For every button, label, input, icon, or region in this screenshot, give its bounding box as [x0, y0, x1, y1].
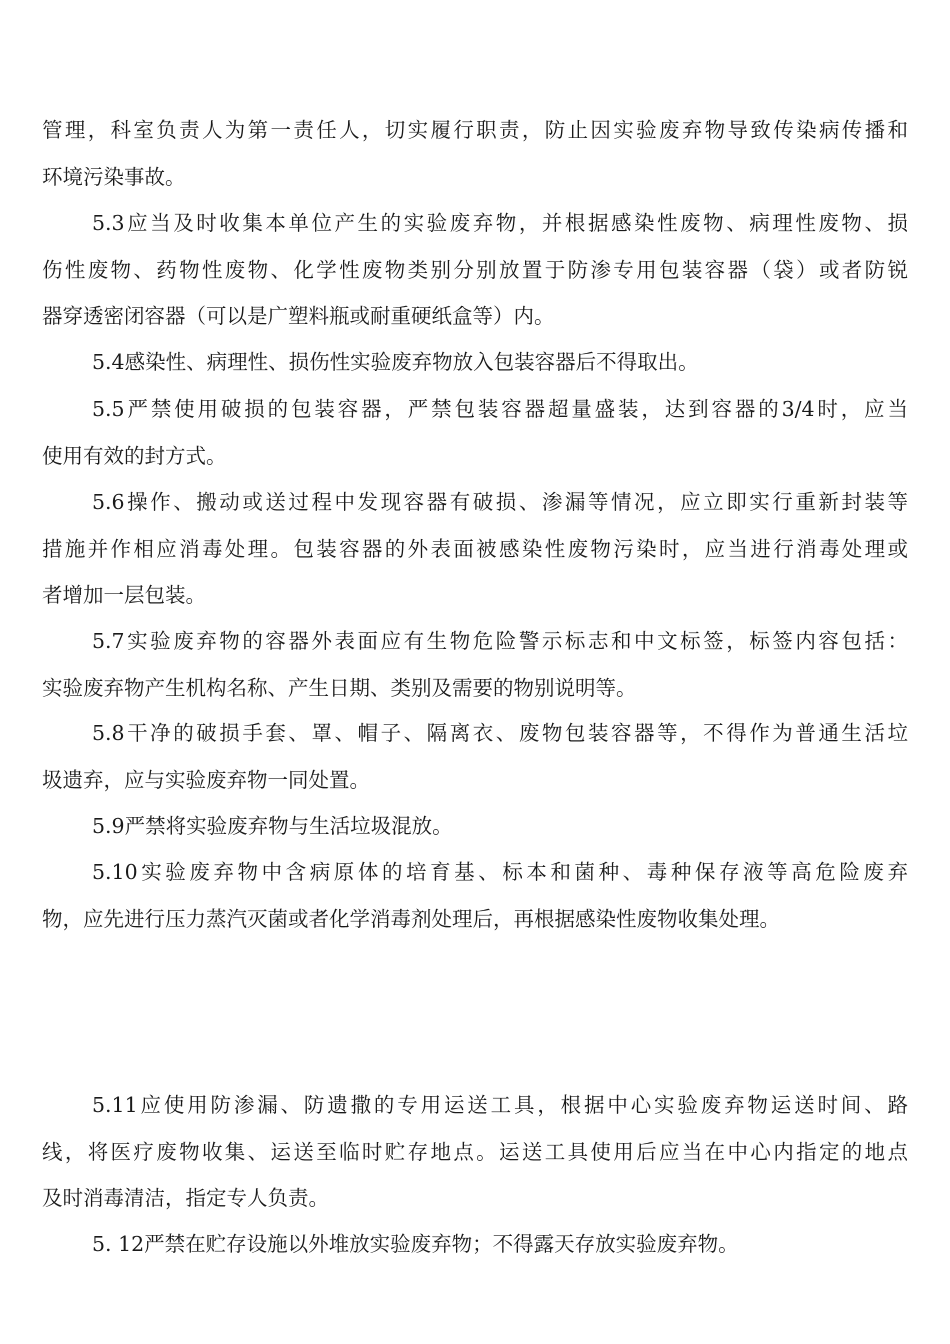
paragraph-5-4: [42, 339, 908, 386]
text-line: 实验废弃物产生机构名称、产生日期、类别及需要的物别说明等。: [42, 675, 637, 700]
paragraph-5-8: [42, 710, 908, 803]
text-line: 环境污染事故。: [42, 164, 186, 189]
paragraph-5-10: [42, 849, 908, 942]
text-line: 器穿透密闭容器（可以是广塑料瓶或耐重硬纸盒等）内。: [42, 304, 555, 328]
paragraph-5-12: [42, 1221, 908, 1268]
paragraph-5-3: [42, 200, 908, 340]
text-line: 伤性废物、药物性废物、化学性废物类别分别放置于防渗专用包装容器（袋）或者防锐: [42, 257, 908, 282]
text-line: 5.6操作、搬动或送过程中发现容器有破损、渗漏等情况，应立即实行重新封装等: [92, 490, 908, 514]
text-line: 5.9严禁将实验废弃物与生活垃圾混放。: [92, 814, 453, 838]
text-line: 5. 12严禁在贮存设施以外堆放实验废弃物；不得露天存放实验废弃物。: [92, 1232, 739, 1256]
paragraph-5-6: [42, 479, 908, 619]
text-line: 使用有效的封方式。: [42, 443, 227, 468]
text-line: 物，应先进行压力蒸汽灭菌或者化学消毒剂处理后，再根据感染性废物收集处理。: [42, 906, 780, 931]
text-line: 线，将医疗废物收集、运送至临时贮存地点。运送工具使用后应当在中心内指定的地点: [42, 1139, 908, 1164]
text-line: 5.3应当及时收集本单位产生的实验废弃物，并根据感染性废物、病理性废物、损: [92, 211, 908, 235]
text-line: 者增加一层包装。: [42, 583, 206, 607]
text-line: 措施并作相应消毒处理。包装容器的外表面被感染性废物污染时，应当进行消毒处理或: [42, 536, 908, 561]
paragraph-5-9: [42, 803, 908, 850]
text-line: 圾遗弃，应与实验废弃物一同处置。: [42, 767, 370, 792]
text-line: 5.11应使用防渗漏、防遗撒的专用运送工具，根据中心实验废弃物运送时间、路: [92, 1093, 908, 1117]
text-line: 5.8干净的破损手套、罩、帽子、隔离衣、废物包装容器等，不得作为普通生活垃: [92, 721, 908, 745]
paragraph-continuation: [42, 107, 908, 200]
text-line: 管理，科室负责人为第一责任人，切实履行职责，防止因实验废弃物导致传染病传播和: [42, 118, 908, 142]
text-line: 5.7实验废弃物的容器外表面应有生物危险警示标志和中文标签，标签内容包括：: [92, 629, 908, 653]
text-line: 5.4感染性、病理性、损伤性实验废弃物放入包装容器后不得取出。: [92, 350, 699, 374]
paragraph-5-5: [42, 386, 908, 479]
text-line: 5.10实验废弃物中含病原体的培育基、标本和菌种、毒种保存液等高危险废弃: [92, 860, 908, 884]
text-line: 5.5严禁使用破损的包装容器，严禁包装容器超量盛装，达到容器的3/4时，应当: [92, 397, 908, 421]
paragraph-5-7: [42, 618, 908, 711]
paragraph-5-11: [42, 1082, 908, 1222]
text-line: 及时消毒清洁，指定专人负责。: [42, 1186, 329, 1210]
